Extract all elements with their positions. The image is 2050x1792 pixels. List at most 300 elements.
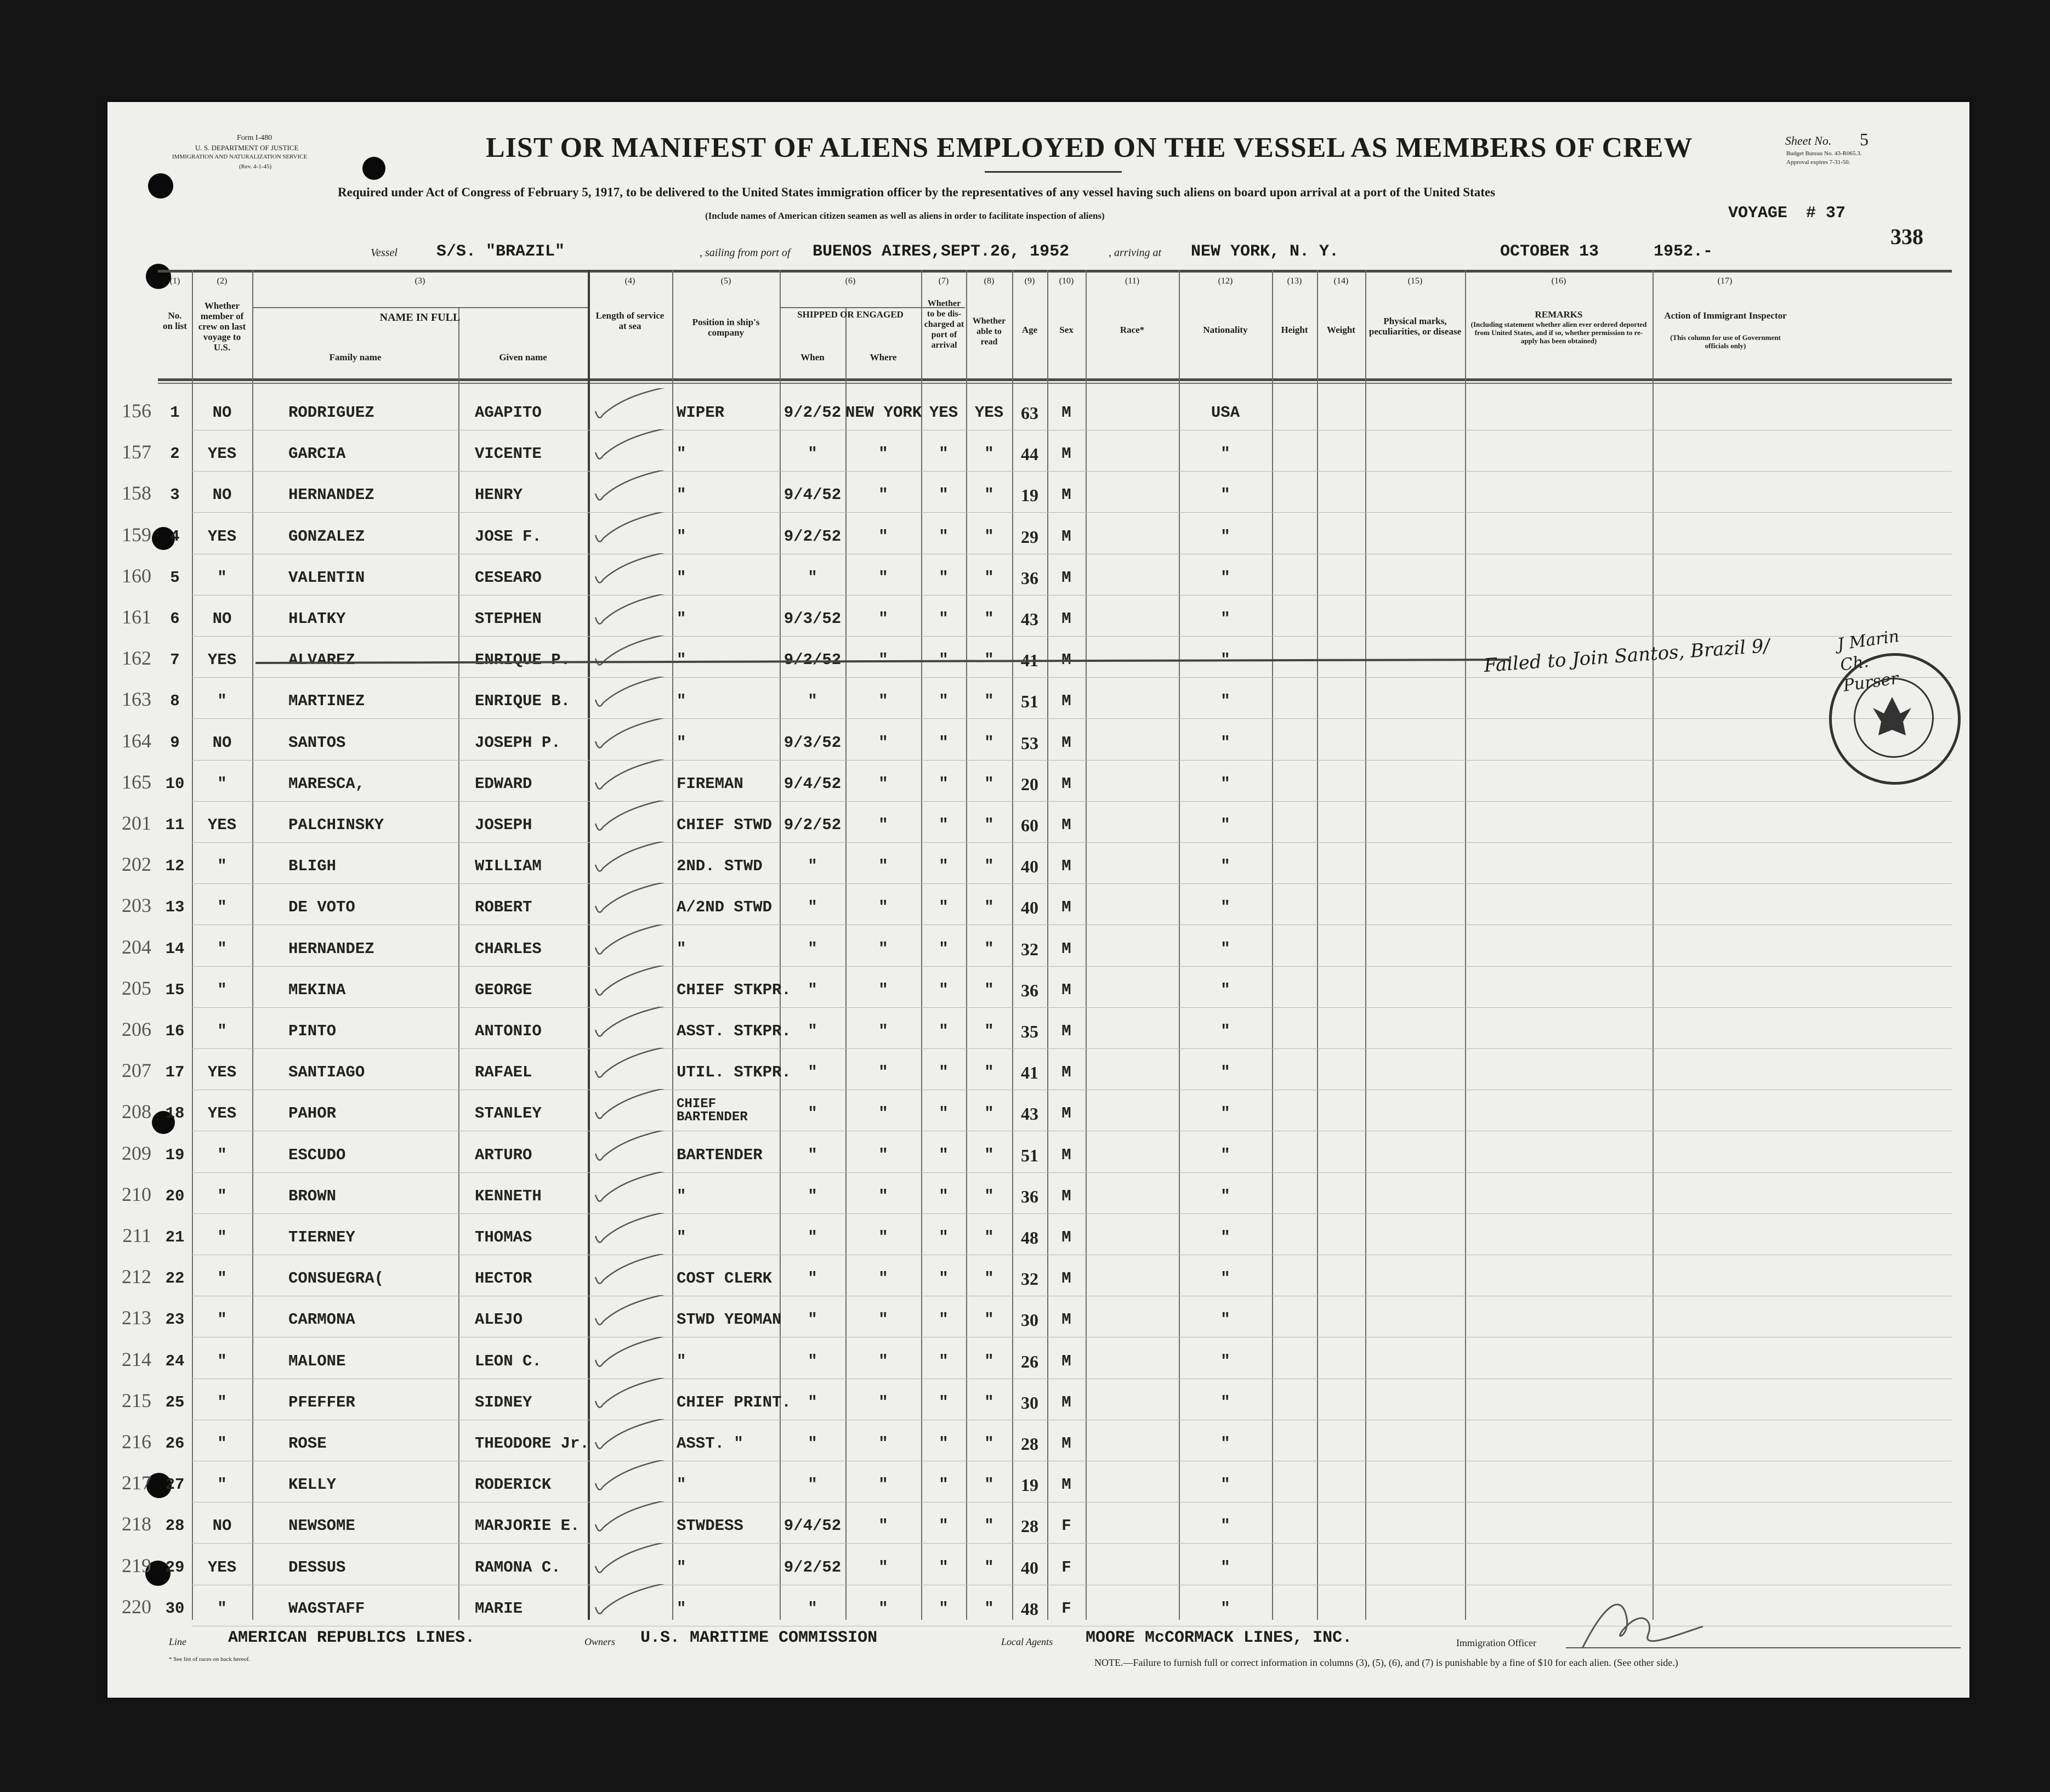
cell-able-read: " xyxy=(984,568,994,587)
cell-able-read: " xyxy=(984,651,994,670)
cell-position: ASST. " xyxy=(677,1434,743,1453)
cell-sex: M xyxy=(1061,527,1071,546)
row-number: 30 xyxy=(165,1599,185,1618)
table-top-rule xyxy=(158,270,1952,273)
cell-last-voyage: " xyxy=(217,857,227,876)
row-number: 26 xyxy=(165,1434,185,1453)
cell-able-read: " xyxy=(984,1352,994,1370)
check-mark-icon xyxy=(590,1460,672,1499)
cell-nationality: " xyxy=(1220,1145,1230,1164)
cell-when: " xyxy=(808,980,817,999)
row-ref-number: 218 xyxy=(122,1513,151,1535)
cell-position: WIPER xyxy=(677,404,725,422)
cell-sex: M xyxy=(1061,1063,1071,1082)
cell-sex: M xyxy=(1061,1434,1071,1453)
col-number: (16) xyxy=(1551,276,1566,286)
cell-able-read: " xyxy=(984,980,994,999)
cell-position: " xyxy=(677,651,686,670)
cell-age: 28 xyxy=(1021,1434,1038,1454)
check-mark-icon xyxy=(590,1213,672,1251)
cell-when: " xyxy=(808,692,817,711)
cell-sex: M xyxy=(1061,445,1071,463)
row-number: 17 xyxy=(165,1063,185,1082)
cell-where: " xyxy=(878,774,888,793)
cell-family-name: DE VOTO xyxy=(288,898,355,917)
cell-last-voyage: " xyxy=(217,1228,227,1246)
cell-family-name: ALVAREZ xyxy=(288,651,355,670)
vessel-name: S/S. "BRAZIL" xyxy=(436,242,565,261)
row-ref-number: 204 xyxy=(122,935,151,958)
cell-last-voyage: " xyxy=(217,1187,227,1205)
cell-family-name: WAGSTAFF xyxy=(288,1599,365,1618)
header-inspector-note: (This column for use of Government officials only) xyxy=(1670,333,1781,350)
header-discharged: Whether to be dis-charged at port of arrival xyxy=(924,299,964,350)
cell-when: 9/4/52 xyxy=(783,774,842,793)
footer-agents-label: Local Agents xyxy=(1001,1636,1053,1647)
cell-nationality: " xyxy=(1220,1022,1230,1040)
cell-able-read: " xyxy=(984,733,994,752)
cell-able-read: " xyxy=(984,692,994,711)
cell-discharged: YES xyxy=(929,404,958,422)
header-age: Age xyxy=(1021,325,1038,335)
cell-where: " xyxy=(878,1187,888,1205)
check-mark-icon xyxy=(590,925,672,963)
cell-nationality: " xyxy=(1220,1311,1230,1329)
cell-discharged: " xyxy=(939,1558,949,1576)
col-divider xyxy=(1317,270,1318,1620)
cell-last-voyage: YES xyxy=(207,816,237,834)
cell-discharged: " xyxy=(939,1352,949,1370)
cell-able-read: " xyxy=(984,1517,994,1535)
row-number: 24 xyxy=(165,1352,185,1370)
header-where: Where xyxy=(870,352,897,362)
sheet-number: 5 xyxy=(1860,129,1869,149)
cell-discharged: " xyxy=(939,1228,949,1246)
row-ref-number: 164 xyxy=(122,729,151,752)
row-number: 9 xyxy=(170,733,180,752)
header-physical-marks: Physical marks, peculiarities, or disease xyxy=(1368,316,1462,337)
check-mark-icon xyxy=(590,512,672,551)
row-ref-number: 215 xyxy=(122,1389,151,1411)
cell-given-name: KENNETH xyxy=(475,1187,542,1205)
col-number: (11) xyxy=(1125,276,1140,286)
cell-family-name: PAHOR xyxy=(288,1104,337,1123)
cell-last-voyage: " xyxy=(217,1145,227,1164)
cell-sex: M xyxy=(1061,816,1071,834)
col-number: (3) xyxy=(414,276,425,286)
cell-where: " xyxy=(878,692,888,711)
cell-given-name: ARTURO xyxy=(475,1145,532,1164)
cell-where: " xyxy=(878,1104,888,1123)
row-ref-number: 159 xyxy=(122,523,151,546)
cell-when: " xyxy=(808,1352,817,1370)
cell-last-voyage: YES xyxy=(207,1104,237,1123)
stamp-eagle-icon xyxy=(1829,653,1955,779)
col-number: (10) xyxy=(1059,276,1074,286)
cell-nationality: " xyxy=(1220,857,1230,876)
cell-able-read: " xyxy=(984,1022,994,1040)
cell-age: 28 xyxy=(1021,1516,1038,1536)
cell-position: " xyxy=(677,445,686,463)
cell-age: 36 xyxy=(1021,980,1038,1000)
cell-family-name: PFEFFER xyxy=(288,1393,355,1411)
cell-sex: M xyxy=(1061,1022,1071,1040)
cell-age: 30 xyxy=(1021,1392,1038,1413)
cell-when: " xyxy=(808,1145,817,1164)
cell-family-name: MALONE xyxy=(288,1352,346,1370)
cell-able-read: " xyxy=(984,1269,994,1288)
cell-when: " xyxy=(808,1599,817,1618)
row-ref-number: 203 xyxy=(122,894,151,917)
cell-position: " xyxy=(677,1187,686,1205)
check-mark-icon xyxy=(590,553,672,592)
cell-sex: M xyxy=(1061,651,1071,670)
cell-discharged: " xyxy=(939,1104,949,1123)
row-number: 27 xyxy=(165,1476,185,1494)
handwritten-signature: J Marin Ch. Purser xyxy=(1836,626,1901,696)
row-number: 13 xyxy=(165,898,185,917)
cell-family-name: RODRIGUEZ xyxy=(288,404,374,422)
row-ref-number: 214 xyxy=(122,1348,151,1370)
cell-position: " xyxy=(677,1476,686,1494)
cell-discharged: " xyxy=(939,939,949,958)
cell-age: 48 xyxy=(1021,1228,1038,1247)
cell-when: " xyxy=(808,939,817,958)
header-given-name: Given name xyxy=(499,352,547,362)
cell-when: 9/3/52 xyxy=(783,610,842,628)
row-ref-number: 210 xyxy=(122,1183,151,1205)
cell-age: 48 xyxy=(1021,1598,1038,1619)
cell-nationality: " xyxy=(1220,1187,1230,1205)
cell-when: " xyxy=(808,1187,817,1205)
cell-where: " xyxy=(878,733,888,752)
cell-given-name: GEORGE xyxy=(475,980,532,999)
row-rule xyxy=(192,1172,1952,1173)
check-mark-icon xyxy=(590,1337,672,1375)
footer-officer-label: Immigration Officer xyxy=(1456,1637,1537,1648)
row-ref-number: 212 xyxy=(122,1266,151,1288)
check-mark-icon xyxy=(590,1007,672,1045)
cell-discharged: " xyxy=(939,445,949,463)
cell-nationality: " xyxy=(1220,898,1230,917)
cell-when: 9/4/52 xyxy=(783,1517,842,1535)
row-ref-number: 161 xyxy=(122,606,151,628)
row-rule xyxy=(192,842,1952,843)
cell-age: 32 xyxy=(1021,1269,1038,1289)
col-divider xyxy=(672,270,673,1620)
cell-able-read: " xyxy=(984,445,994,463)
cell-age: 26 xyxy=(1021,1351,1038,1371)
cell-sex: M xyxy=(1061,980,1071,999)
cell-able-read: " xyxy=(984,1476,994,1494)
cell-discharged: " xyxy=(939,1187,949,1205)
cell-given-name: RAMONA C. xyxy=(475,1558,561,1576)
cell-given-name: ROBERT xyxy=(475,898,532,917)
cell-discharged: " xyxy=(939,1145,949,1164)
cell-nationality: " xyxy=(1220,445,1230,463)
cell-discharged: " xyxy=(939,651,949,670)
col-number: (12) xyxy=(1218,276,1233,286)
cell-family-name: SANTOS xyxy=(288,733,346,752)
col-number: (17) xyxy=(1717,276,1733,286)
row-rule xyxy=(192,595,1952,596)
check-mark-icon xyxy=(590,1501,672,1540)
cell-sex: M xyxy=(1061,939,1071,958)
row-ref-number: 217 xyxy=(122,1472,151,1494)
cell-age: 35 xyxy=(1021,1022,1038,1041)
cell-able-read: " xyxy=(984,857,994,876)
cell-able-read: " xyxy=(984,1558,994,1576)
cell-nationality: " xyxy=(1220,486,1230,504)
cell-given-name: HECTOR xyxy=(475,1269,532,1288)
cell-sex: M xyxy=(1061,774,1071,793)
row-rule xyxy=(192,512,1952,513)
cell-when: 9/2/52 xyxy=(783,1558,842,1576)
cell-able-read: " xyxy=(984,1434,994,1453)
cell-age: 43 xyxy=(1021,1104,1038,1124)
row-rule xyxy=(192,760,1952,761)
cell-family-name: BLIGH xyxy=(288,857,337,876)
cell-sex: F xyxy=(1061,1517,1071,1535)
cell-given-name: HENRY xyxy=(475,486,523,504)
header-height: Height xyxy=(1281,325,1308,335)
cell-discharged: " xyxy=(939,980,949,999)
cell-age: 20 xyxy=(1021,774,1038,794)
cell-sex: M xyxy=(1061,1311,1071,1329)
header-inspector: Action of Immigrant Inspector xyxy=(1664,310,1787,321)
cell-last-voyage: " xyxy=(217,1352,227,1370)
cell-sex: M xyxy=(1061,733,1071,752)
cell-where: " xyxy=(878,939,888,958)
sailing-label: , sailing from port of xyxy=(700,247,791,259)
cell-given-name: VICENTE xyxy=(475,445,542,463)
cell-when: 9/3/52 xyxy=(783,733,842,752)
cell-where: " xyxy=(878,651,888,670)
cell-family-name: GONZALEZ xyxy=(288,527,365,546)
cell-position: " xyxy=(677,1228,686,1246)
row-rule xyxy=(192,677,1952,678)
table-header-rule xyxy=(158,378,1952,381)
page-title: LIST OR MANIFEST OF ALIENS EMPLOYED ON THE VESSEL AS MEMBERS OF CREW xyxy=(486,132,1693,163)
cell-age: 43 xyxy=(1021,609,1038,629)
cell-last-voyage: " xyxy=(217,568,227,587)
cell-given-name: THEODORE Jr. xyxy=(475,1434,589,1453)
cell-given-name: ENRIQUE B. xyxy=(475,692,571,711)
cell-position: " xyxy=(677,527,686,546)
cell-where: " xyxy=(878,1476,888,1494)
cell-last-voyage: " xyxy=(217,1434,227,1453)
cell-sex: M xyxy=(1061,1476,1071,1494)
cell-given-name: JOSE F. xyxy=(475,527,542,546)
punch-hole xyxy=(362,157,385,180)
cell-when: " xyxy=(808,1063,817,1082)
row-ref-number: 220 xyxy=(122,1595,151,1618)
cell-position: STWD YEOMAN xyxy=(677,1311,782,1329)
cell-given-name: STANLEY xyxy=(475,1104,542,1123)
cell-given-name: LEON C. xyxy=(475,1352,542,1370)
cell-family-name: BROWN xyxy=(288,1187,337,1205)
cell-where: " xyxy=(878,1022,888,1040)
cell-last-voyage: NO xyxy=(212,733,232,752)
cell-given-name: AGAPITO xyxy=(475,404,542,422)
row-rule xyxy=(192,883,1952,884)
row-ref-number: 202 xyxy=(122,853,151,876)
cell-sex: M xyxy=(1061,898,1071,917)
cell-age: 41 xyxy=(1021,650,1038,671)
cell-last-voyage: YES xyxy=(207,651,237,670)
form-number: Form I-480 xyxy=(237,134,272,142)
cell-last-voyage: YES xyxy=(207,1558,237,1576)
cell-position: " xyxy=(677,1558,686,1576)
cell-age: 41 xyxy=(1021,1063,1038,1083)
voyage-label: VOYAGE xyxy=(1728,204,1788,223)
cell-last-voyage: " xyxy=(217,692,227,711)
cell-family-name: HERNANDEZ xyxy=(288,486,374,504)
cell-able-read: " xyxy=(984,774,994,793)
row-number: 20 xyxy=(165,1187,185,1205)
cell-position: CHIEF STKPR. xyxy=(677,980,791,999)
cell-when: " xyxy=(808,898,817,917)
cell-last-voyage: " xyxy=(217,1393,227,1411)
cell-position: ASST. STKPR. xyxy=(677,1022,791,1040)
header-remarks-note: (Including statement whether alien ever ordered deported from United States, and if so, whether permission to re-apply has been obtained) xyxy=(1470,320,1647,345)
cell-discharged: " xyxy=(939,527,949,546)
cell-age: 19 xyxy=(1021,1475,1038,1495)
cell-sex: M xyxy=(1061,486,1071,504)
cell-last-voyage: NO xyxy=(212,404,232,422)
cell-position: " xyxy=(677,1599,686,1618)
cell-discharged: " xyxy=(939,1393,949,1411)
cell-when: 9/4/52 xyxy=(783,486,842,504)
row-number: 12 xyxy=(165,857,185,876)
row-number: 10 xyxy=(165,774,185,793)
cell-age: 60 xyxy=(1021,815,1038,835)
check-mark-icon xyxy=(590,1543,672,1581)
cell-able-read: " xyxy=(984,1599,994,1618)
cell-given-name: JOSEPH xyxy=(475,816,532,834)
cell-position: A/2ND STWD xyxy=(677,898,773,917)
cell-sex: F xyxy=(1061,1558,1071,1576)
header-length-service: Length of service at sea xyxy=(595,310,665,331)
cell-nationality: " xyxy=(1220,651,1230,670)
row-rule xyxy=(192,471,1952,472)
cell-family-name: MARESCA, xyxy=(288,774,365,793)
footer-owners-label: Owners xyxy=(584,1636,616,1647)
form-rev: (Rev. 4-1-45) xyxy=(239,163,272,170)
col-divider xyxy=(458,307,459,1620)
row-ref-number: 165 xyxy=(122,770,151,793)
cell-family-name: CONSUEGRA( xyxy=(288,1269,384,1288)
cell-family-name: HLATKY xyxy=(288,610,346,628)
cell-age: 19 xyxy=(1021,485,1038,506)
col-divider xyxy=(1653,270,1654,1620)
cell-nationality: " xyxy=(1220,1599,1230,1618)
cell-position: " xyxy=(677,568,686,587)
cell-given-name: EDWARD xyxy=(475,774,532,793)
check-mark-icon xyxy=(590,1131,672,1169)
voyage-number: # 37 xyxy=(1806,204,1846,223)
cell-family-name: PINTO xyxy=(288,1022,337,1040)
check-mark-icon xyxy=(590,883,672,921)
row-number: 5 xyxy=(170,568,180,587)
cell-family-name: PALCHINSKY xyxy=(288,816,384,834)
arriving-label: , arriving at xyxy=(1109,247,1162,259)
col-number: (14) xyxy=(1333,276,1349,286)
table-header-rule-thin xyxy=(158,383,1952,384)
page-number: 338 xyxy=(1890,224,1923,249)
cell-family-name: SANTIAGO xyxy=(288,1063,365,1082)
col-number: (1) xyxy=(169,276,180,286)
row-number: 8 xyxy=(170,692,180,711)
footer-agents: MOORE McCORMACK LINES, INC. xyxy=(1086,1629,1353,1647)
cell-discharged: " xyxy=(939,486,949,504)
cell-last-voyage: " xyxy=(217,1269,227,1288)
row-rule xyxy=(192,718,1952,719)
form-subtitle: Required under Act of Congress of February 5, 1917, to be delivered to the United States immigration officer by the representatives of any vessel having such aliens on board upon arrival at a port of the United States xyxy=(338,185,1496,199)
cell-when: 9/2/52 xyxy=(783,651,842,670)
footer-races-note: * See list of races on back hereof. xyxy=(169,1656,251,1663)
row-rule xyxy=(192,1543,1952,1544)
row-ref-number: 208 xyxy=(122,1101,151,1123)
cell-where: " xyxy=(878,1063,888,1082)
punch-hole xyxy=(148,173,173,199)
cell-nationality: " xyxy=(1220,1476,1230,1494)
cell-where: " xyxy=(878,1393,888,1411)
cell-where: " xyxy=(878,857,888,876)
row-number: 29 xyxy=(165,1558,185,1576)
row-number: 3 xyxy=(170,486,180,504)
cell-age: 53 xyxy=(1021,733,1038,753)
header-shipped-engaged: SHIPPED OR ENGAGED xyxy=(797,309,904,320)
cell-where: " xyxy=(878,1434,888,1453)
arrival-year: 1952.- xyxy=(1654,242,1713,261)
footer-owners: U.S. MARITIME COMMISSION xyxy=(640,1629,878,1647)
cell-where: " xyxy=(878,1558,888,1576)
header-nationality: Nationality xyxy=(1203,325,1248,335)
check-mark-icon xyxy=(590,966,672,1004)
check-mark-icon xyxy=(590,1584,672,1623)
cell-discharged: " xyxy=(939,1599,949,1618)
row-ref-number: 219 xyxy=(122,1554,151,1576)
cell-last-voyage: YES xyxy=(207,1063,237,1082)
row-rule xyxy=(192,1048,1952,1049)
cell-family-name: ROSE xyxy=(288,1434,327,1453)
cell-family-name: HERNANDEZ xyxy=(288,939,374,958)
arrival-date: OCTOBER 13 xyxy=(1500,242,1599,261)
cell-nationality: " xyxy=(1220,980,1230,999)
cell-given-name: SIDNEY xyxy=(475,1393,532,1411)
header-last-voyage: Whether member of crew on last voyage to U.S. xyxy=(198,300,246,353)
cell-nationality: " xyxy=(1220,1269,1230,1288)
cell-where: " xyxy=(878,898,888,917)
check-mark-icon xyxy=(590,388,672,427)
cell-family-name: KELLY xyxy=(288,1476,337,1494)
row-number: 25 xyxy=(165,1393,185,1411)
check-mark-icon xyxy=(590,636,672,674)
cell-given-name: CESEARO xyxy=(475,568,542,587)
cell-able-read: " xyxy=(984,486,994,504)
cell-discharged: " xyxy=(939,1311,949,1329)
cell-where: " xyxy=(878,486,888,504)
cell-where: " xyxy=(878,445,888,463)
check-mark-icon xyxy=(590,1172,672,1210)
footer-line: AMERICAN REPUBLICS LINES. xyxy=(228,1629,475,1647)
header-when: When xyxy=(800,352,825,362)
cell-able-read: " xyxy=(984,1063,994,1082)
sailing-port: BUENOS AIRES,SEPT.26, 1952 xyxy=(813,242,1070,261)
cell-able-read: YES xyxy=(974,404,1004,422)
cell-when: 9/2/52 xyxy=(783,816,842,834)
